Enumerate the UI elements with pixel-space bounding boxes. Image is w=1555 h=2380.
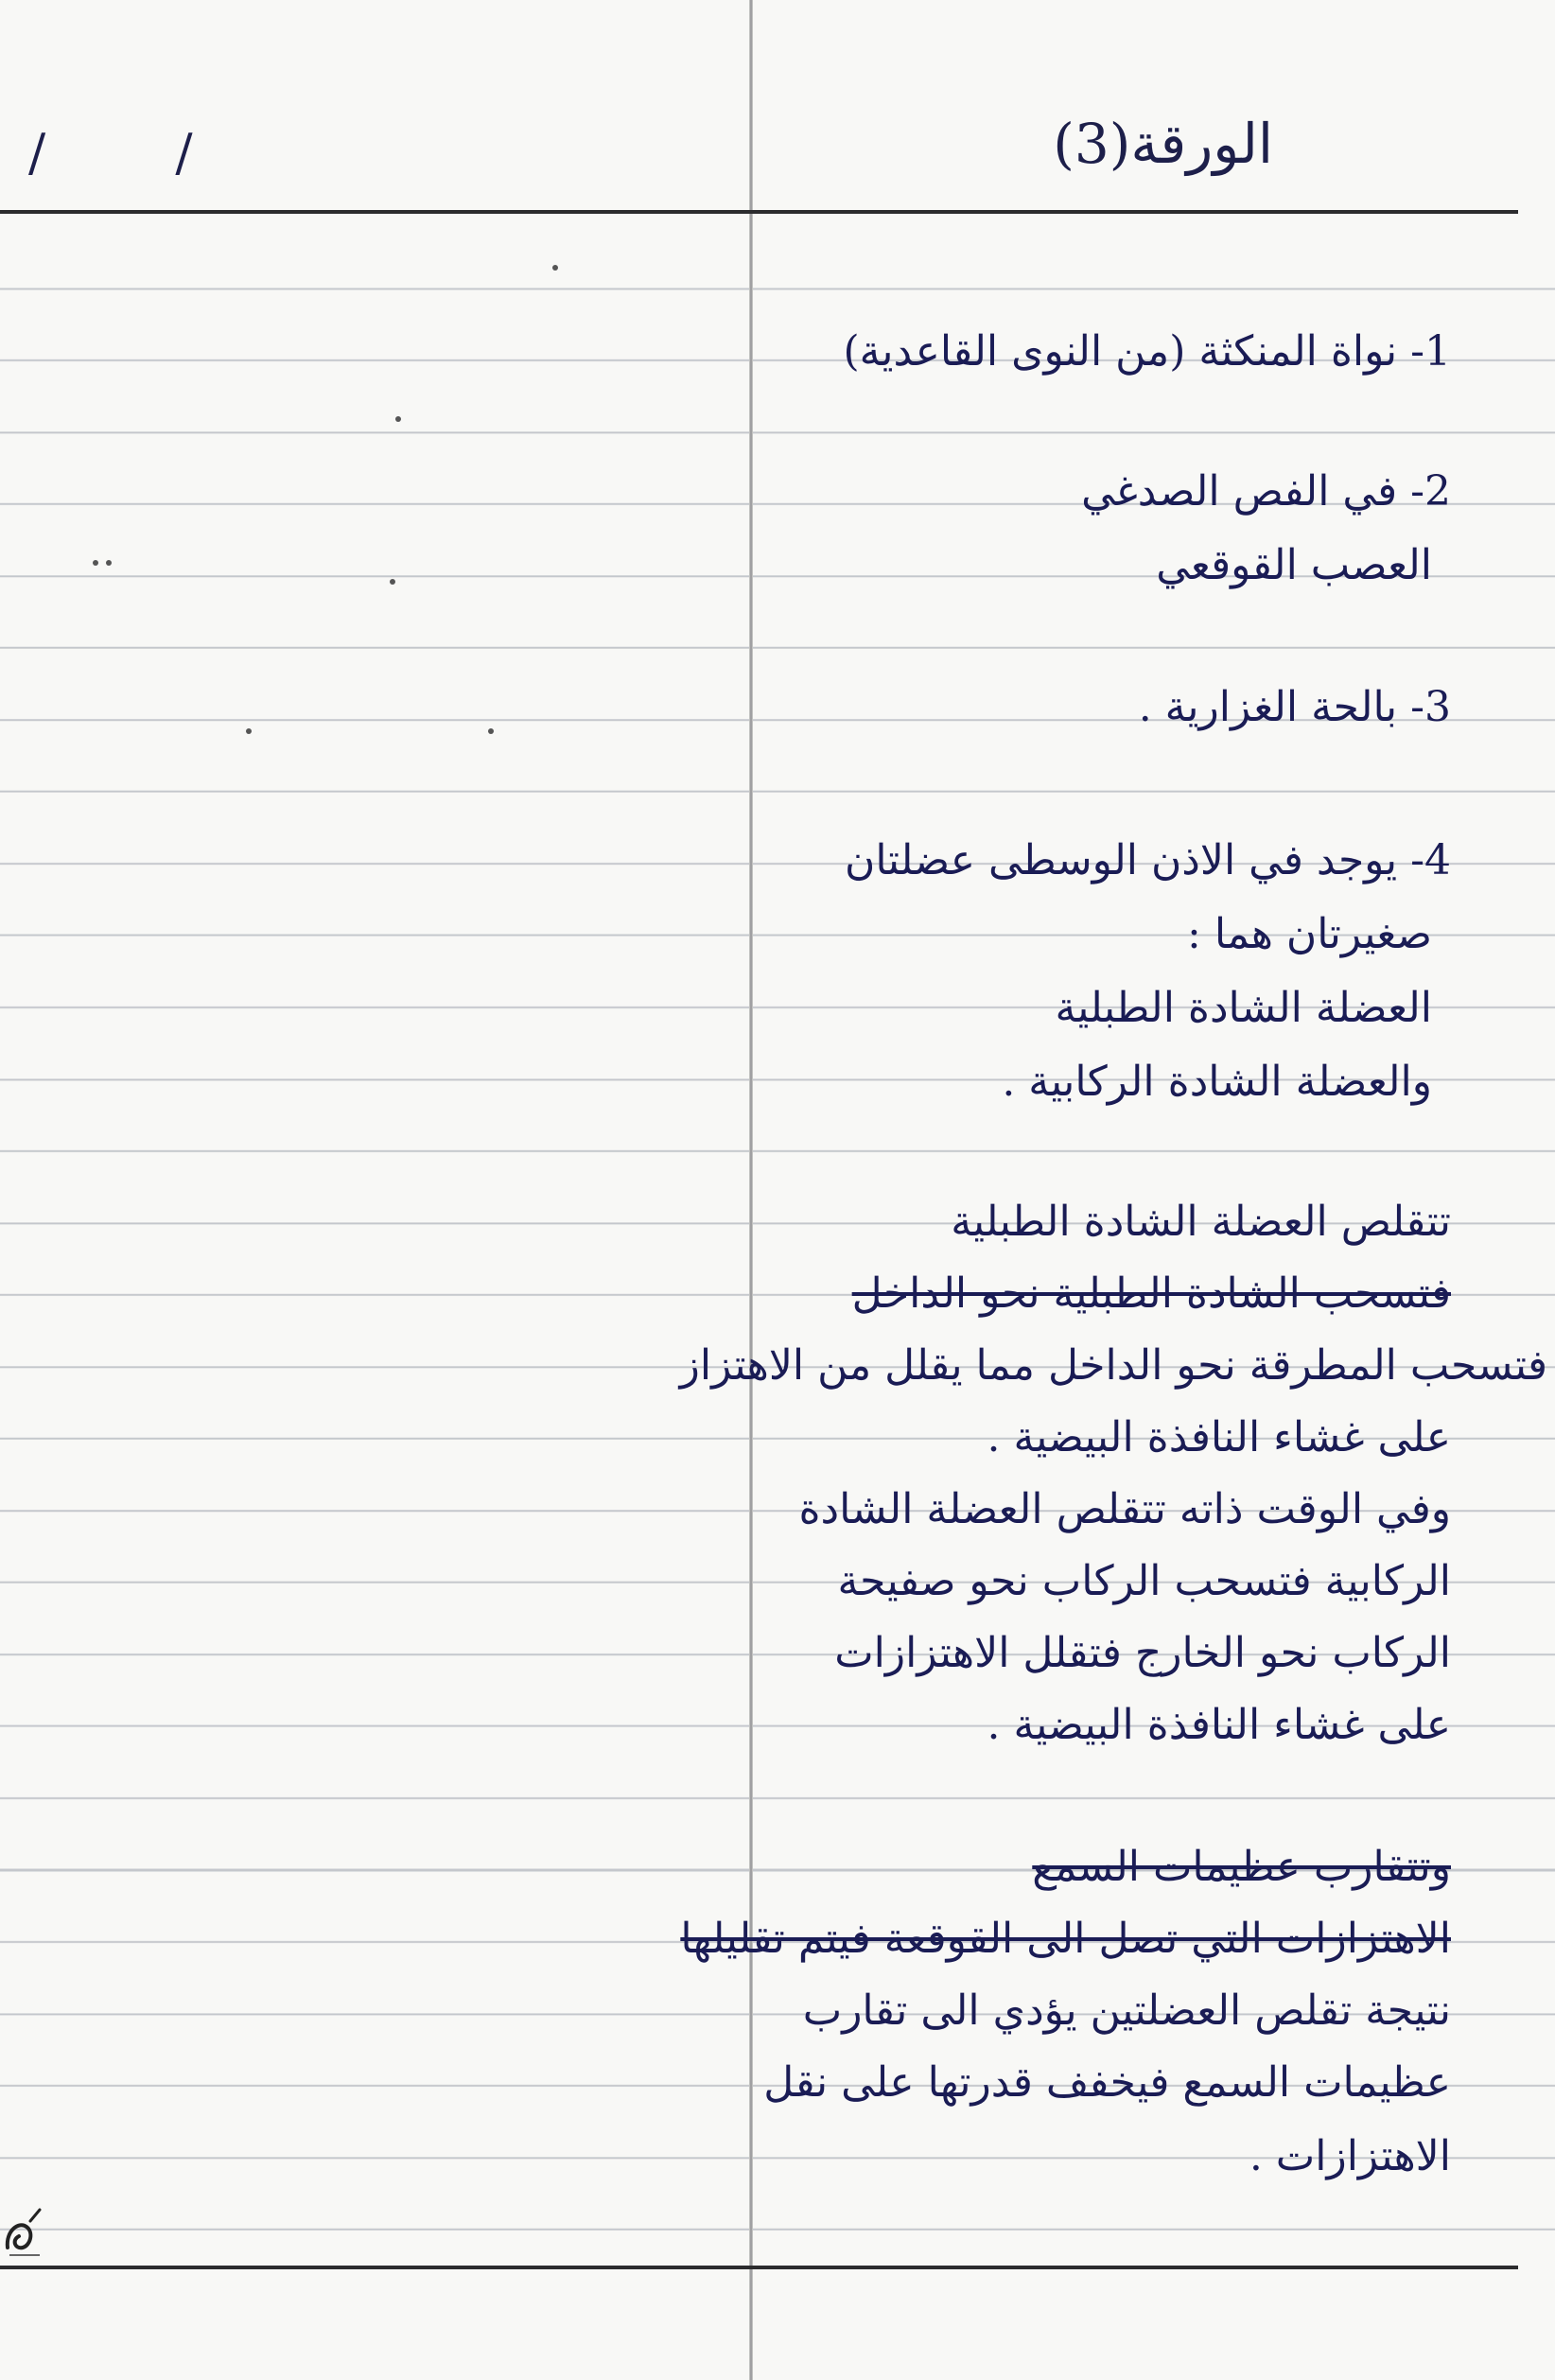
paper-speck <box>93 560 98 566</box>
answer-5-line-1: تتقلص العضلة الشادة الطبلية <box>951 1198 1451 1246</box>
answer-6-line-4: عظيمات السمع فيخفف قدرتها على نقل <box>763 2058 1451 2107</box>
answer-2-line-1: 2- في الفص الصدغي <box>1081 467 1451 516</box>
answer-6-line-2: الاهتزازات التي تصل الى القوقعة فيتم تقليلها <box>680 1915 1451 1963</box>
answer-5-line-6: الركابية فتسحب الركاب نحو صفيحة <box>837 1557 1451 1605</box>
answer-6-line-5: الاهتزازات . <box>1249 2132 1451 2180</box>
paper-speck <box>395 416 401 422</box>
answer-3-line-1: 3- بالحة الغزارية . <box>1138 683 1451 731</box>
answer-5-line-3: فتسحب المطرقة نحو الداخل مما يقلل من الاهتزاز <box>679 1341 1547 1390</box>
answer-5-line-8: على غشاء النافذة البيضية . <box>987 1701 1451 1749</box>
paper-speck <box>488 728 494 734</box>
answer-5-line-2: فتسحب الشادة الطبلية نحو الداخل <box>851 1269 1451 1318</box>
date-marks: / / <box>28 123 250 183</box>
paper-speck <box>106 560 112 566</box>
answer-6-line-1: وتتقارب عظيمات السمع <box>1032 1843 1451 1891</box>
paper-speck <box>390 579 395 585</box>
answer-4-line-2: صغيرتان هما : <box>1187 910 1432 958</box>
answer-5-line-5: وفي الوقت ذاته تتقلص العضلة الشادة <box>798 1485 1451 1533</box>
answer-2-line-2: العصب القوقعي <box>1156 541 1432 589</box>
answer-5-line-4: على غشاء النافذة البيضية . <box>987 1413 1451 1461</box>
page-title: الورقة(3) <box>1053 112 1273 176</box>
notebook-spine <box>749 0 753 2380</box>
header-rule <box>0 210 1518 214</box>
footer-rule <box>0 2266 1518 2269</box>
page-footer-area <box>0 2270 1555 2380</box>
answer-5-line-7: الركاب نحو الخارج فتقلل الاهتزازات <box>834 1629 1451 1677</box>
answer-4-line-3: العضلة الشادة الطبلية <box>1055 984 1432 1032</box>
answer-1-line-1: 1- نواة المنكثة (من النوى القاعدية) <box>843 327 1451 376</box>
paper-speck <box>246 728 252 734</box>
answer-6-line-3: نتيجة تقلص العضلتين يؤدي الى تقارب <box>802 1986 1451 2035</box>
paper-speck <box>552 265 558 271</box>
corner-stamp-icon <box>2 2193 47 2259</box>
answer-4-line-1: 4- يوجد في الاذن الوسطى عضلتان <box>845 836 1451 884</box>
answer-4-line-4: والعضلة الشادة الركابية . <box>1002 1058 1432 1106</box>
